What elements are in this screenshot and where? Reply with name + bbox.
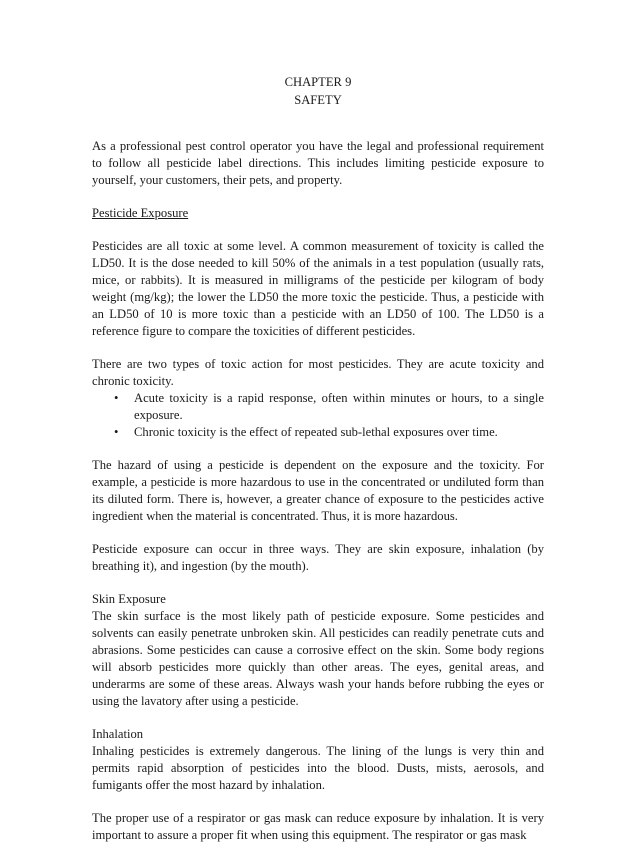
skin-exposure-paragraph: The skin surface is the most likely path of pesticide exposure. Some pesticides and solvents can easily penetrate unbroken skin. All pesticides can readily penetrate cuts and abrasions. Some pesticides can cause a corrosive effect on the skin. Some body regions will absorb pesticides more quickly than other areas. The eyes, genital areas, and underarms are some of these areas. Always wash your hands before rubbing the eyes or using the lavatory after using a pesticide. xyxy=(92,609,544,708)
inhalation-paragraph: Inhaling pesticides is extremely dangerous. The lining of the lungs is very thin and permits rapid absorption of pesticides into the blood. Dusts, mists, aerosols, and fumigants offer the most hazard by inhalation. xyxy=(92,744,544,792)
subsection-title-inhalation: Inhalation xyxy=(92,727,144,741)
subsection-title-skin-exposure: Skin Exposure xyxy=(92,592,166,606)
section-title-pesticide-exposure: Pesticide Exposure xyxy=(92,206,189,220)
bullet-icon: • xyxy=(114,391,119,405)
document-page xyxy=(92,73,544,844)
ld50-paragraph: Pesticides are all toxic at some level. A common measurement of toxicity is called the LD50. It is the dose needed to kill 50% of the animals in a test population (usually rats, mice, or rabbits). It is measured in milligrams of the pesticide per kilogram of body weight (mg/kg); the lower the LD50 the more toxic the pesticide. Thus, a pesticide with an LD50 of 10 is more toxic than a pesticide with an LD50 of 100. The LD50 is a reference figure to compare the toxicities of different pesticides. xyxy=(92,239,544,338)
list-item xyxy=(92,390,544,424)
hazard-paragraph: The hazard of using a pesticide is dependent on the exposure and the toxicity. For example, a pesticide is more hazardous to use in the concentrated or undiluted form than its diluted form. There is, however, a greater chance of exposure to the pesticides active ingredient when the material is concentrated. Thus, it is more hazardous. xyxy=(92,458,544,523)
toxic-action-paragraph: There are two types of toxic action for most pesticides. They are acute toxicity and chronic toxicity. xyxy=(92,357,544,388)
intro-paragraph: As a professional pest control operator you have the legal and professional requirement to follow all pesticide label directions. This includes limiting pesticide exposure to yourself, your customers, their pets, and property. xyxy=(92,139,544,187)
exposure-routes-paragraph: Pesticide exposure can occur in three ways. They are skin exposure, inhalation (by breathing it), and ingestion (by the mouth). xyxy=(92,542,544,573)
list-item xyxy=(92,424,544,441)
list-item-text: Acute toxicity is a rapid response, often within minutes or hours, to a single exposure. xyxy=(134,391,544,422)
toxicity-list xyxy=(92,390,544,441)
chapter-title: SAFETY xyxy=(294,93,342,107)
chapter-number: CHAPTER 9 xyxy=(284,75,352,89)
respirator-paragraph: The proper use of a respirator or gas mask can reduce exposure by inhalation. It is very important to assure a proper fit when using this equipment. The respirator or gas mask xyxy=(92,811,544,842)
list-item-text: Chronic toxicity is the effect of repeated sub-lethal exposures over time. xyxy=(134,425,498,439)
chapter-heading xyxy=(92,73,544,109)
bullet-icon: • xyxy=(114,425,119,439)
